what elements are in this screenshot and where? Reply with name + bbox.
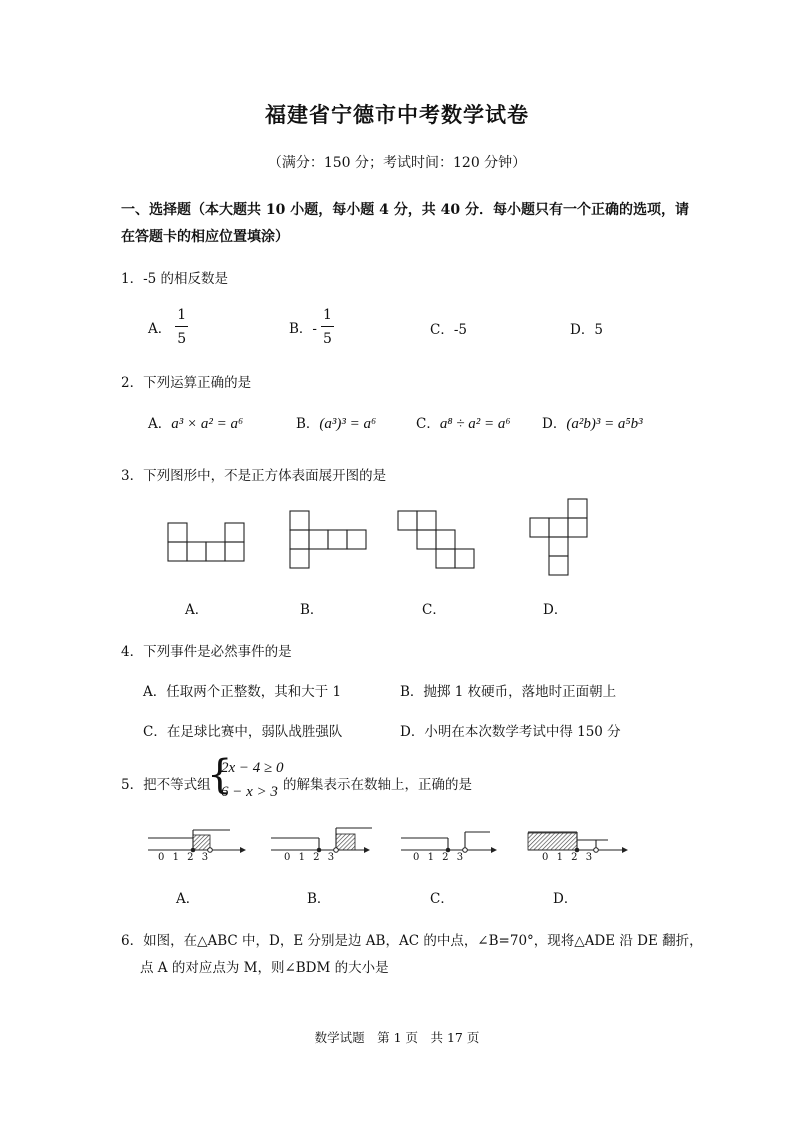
number-line-d (528, 832, 628, 853)
number-line-c (401, 832, 497, 853)
exam-info: （满分：150 分；考试时间：120 分钟） (267, 155, 527, 171)
q4-option-d[interactable]: D．小明在本次数学考试中得 150 分 (400, 724, 621, 740)
q4-option-a[interactable]: A．任取两个正整数，其和大于 1 (143, 684, 342, 700)
q1-option-d[interactable]: D．5 (570, 322, 603, 338)
q5-option-d[interactable]: D． (553, 891, 578, 907)
q1-option-a-label: A． (148, 321, 172, 337)
tick-label: 1 (172, 852, 179, 863)
q5-option-c[interactable]: C． (430, 891, 454, 907)
page-footer: 数学试题 第 1 页 共 17 页 (314, 1030, 480, 1045)
number-line-c-ticks (413, 852, 463, 863)
q5-inequality-1: 2x − 4 ≥ 0 (221, 760, 284, 776)
q2-option-a-label: A． (148, 416, 172, 432)
q4-option-c[interactable]: C．在足球比赛中，弱队战胜强队 (143, 724, 343, 740)
tick-label: 3 (201, 852, 209, 863)
number-line-d-ticks (542, 852, 592, 863)
tick-label: 2 (571, 852, 578, 863)
q2-stem: 2．下列运算正确的是 (121, 375, 252, 391)
q5-stem-end: 的解集表示在数轴上，正确的是 (283, 777, 472, 793)
cube-net-c (398, 511, 474, 568)
q3-option-c[interactable]: C． (422, 602, 446, 618)
tick-label: 2 (313, 852, 320, 863)
fraction-numerator: 1 (175, 308, 188, 327)
tick-label: 1 (298, 852, 305, 863)
tick-label: 3 (327, 852, 335, 863)
number-line-a-ticks (158, 852, 208, 863)
tick-label: 3 (585, 852, 593, 863)
q2-option-a-expr: a³ × a² = a⁶ (171, 416, 244, 432)
q2-option-c-label: C． (416, 416, 440, 432)
tick-label: 2 (442, 852, 449, 863)
q2-option-c-expr: a⁸ ÷ a² = a⁶ (439, 416, 511, 432)
tick-label: 1 (556, 852, 563, 863)
cube-net-a (168, 523, 244, 561)
cube-net-b (290, 511, 366, 568)
number-line-a (148, 830, 246, 853)
cube-net-d (530, 499, 587, 575)
fraction-denominator: 5 (177, 331, 187, 347)
number-line-b-ticks (284, 852, 334, 863)
q4-option-b[interactable]: B．抛掷 1 枚硬币，落地时正面朝上 (400, 684, 617, 700)
q1-stem: 1．-5 的相反数是 (121, 271, 229, 287)
fraction-numerator: 1 (321, 308, 334, 327)
q5-option-a[interactable]: A． (176, 891, 200, 907)
fraction-denominator: 5 (322, 331, 332, 347)
q5-option-b[interactable]: B． (307, 891, 331, 907)
q1-option-c[interactable]: C．-5 (430, 322, 467, 338)
q2-option-d-expr: (a²b)³ = a⁵b³ (566, 416, 643, 432)
number-line-b (271, 828, 372, 853)
page-title: 福建省宁德市中考数学试卷 (265, 102, 529, 127)
q3-option-b[interactable]: B． (300, 602, 324, 618)
q3-stem: 3．下列图形中，不是正方体表面展开图的是 (121, 468, 387, 484)
tick-label: 0 (284, 852, 291, 863)
section-heading-line1: 一、选择题（本大题共 10 小题，每小题 4 分，共 40 分．每小题只有一个正确的选项，请 (121, 202, 689, 218)
tick-label: 1 (427, 852, 434, 863)
q2-option-d-label: D． (542, 416, 567, 432)
q2-option-b-label: B． (296, 416, 320, 432)
tick-label: 0 (542, 852, 549, 863)
q5-inequality-2: 6 − x > 3 (221, 784, 278, 800)
tick-label: 0 (413, 852, 420, 863)
q6-stem-line1: 6．如图，在△ABC 中，D，E 分别是边 AB，AC 的中点，∠B=70°，现将△ADE 沿 DE 翻折， (121, 933, 703, 949)
q6-stem-line2: 点 A 的对应点为 M，则∠BDM 的大小是 (140, 960, 389, 976)
tick-label: 3 (456, 852, 464, 863)
tick-label: 0 (158, 852, 165, 863)
q1-option-b-label: B．- (289, 321, 317, 337)
q3-option-a[interactable]: A． (185, 602, 209, 618)
q4-stem: 4．下列事件是必然事件的是 (121, 644, 292, 660)
q2-option-b-expr: (a³)³ = a⁶ (319, 416, 377, 432)
tick-label: 2 (187, 852, 194, 863)
q5-stem-start: 5．把不等式组 (121, 777, 211, 793)
system-brace: { (207, 752, 233, 798)
section-heading-line2: 在答题卡的相应位置填涂） (121, 229, 289, 245)
q3-option-d[interactable]: D． (543, 602, 568, 618)
